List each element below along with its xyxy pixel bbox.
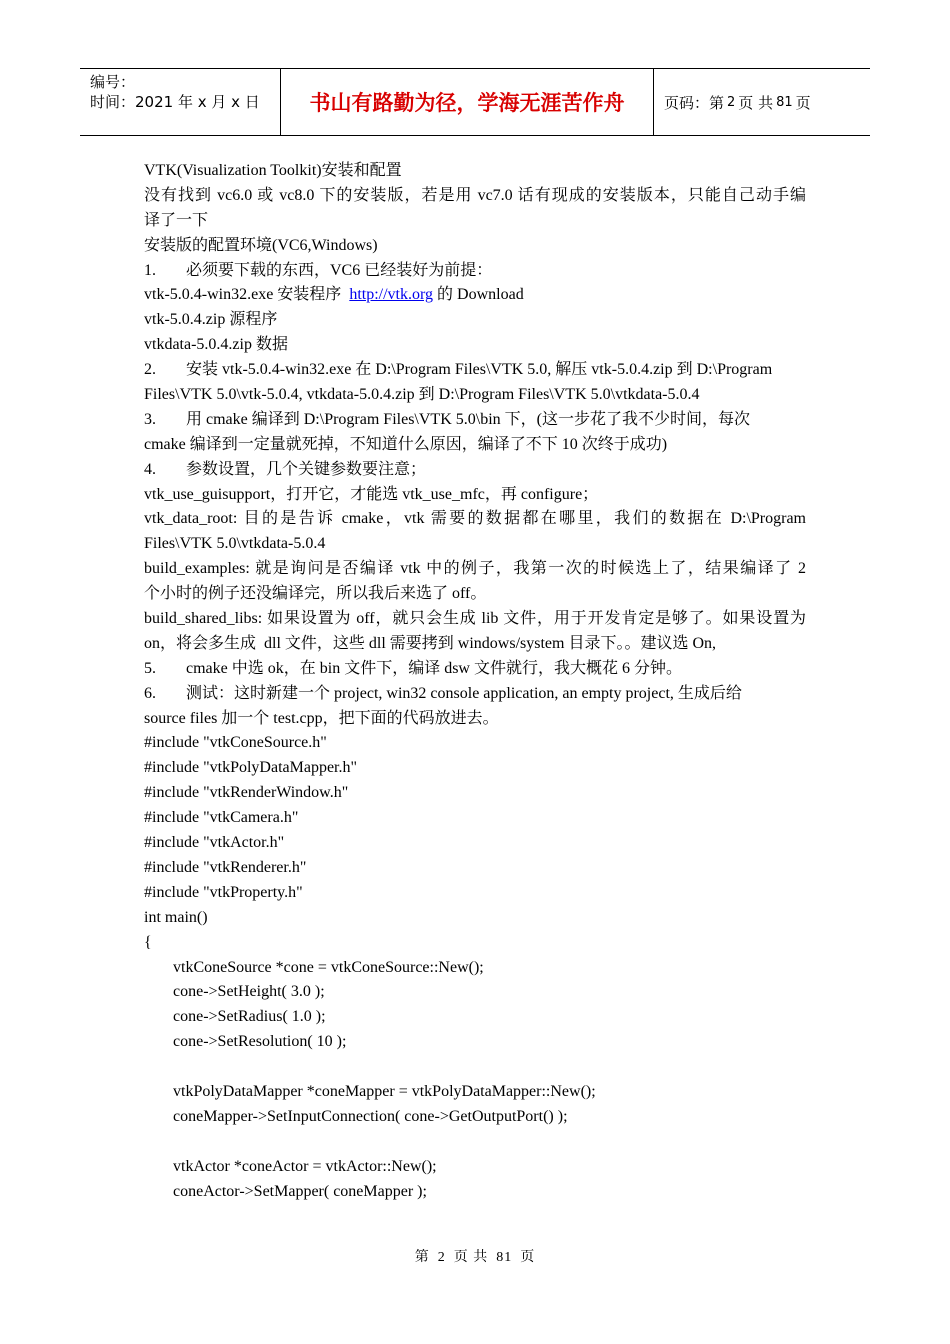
step-text: cmake 中选 ok，在 bin 文件下，编译 dsw 文件就行，我大概花 6 分钟。 <box>186 659 682 677</box>
step-line <box>144 408 806 433</box>
header-number-label: 编号： <box>90 73 136 91</box>
step-line <box>144 458 806 483</box>
step-text: 参数设置，几个关键参数要注意； <box>186 460 427 478</box>
paragraph-line: build_shared_libs: 如果设置为 off，就只会生成 lib 文件，用于开发肯定是够了。如果设置为 <box>144 610 806 628</box>
paragraph-line: 译了一下 <box>144 211 209 229</box>
header-page-current: 2 <box>727 94 736 110</box>
code-line: #include "vtkRenderWindow.h" <box>144 784 349 802</box>
header-motto: 书山有路勤为径，学海无涯苦作舟 <box>281 69 654 135</box>
step-text: 用 cmake 编译到 D:\Program Files\VTK 5.0\bin 下，(这一步花了我不少时间，每次 <box>186 410 750 428</box>
code-line: vtkActor *coneActor = vtkActor::New(); <box>173 1157 437 1175</box>
download-text: vtk-5.0.4-win32.exe 安装程序 <box>144 286 350 304</box>
paragraph-line: cmake 编译到一定量就死掉，不知道什么原因，编译了不下 10 次终于成功) <box>144 435 668 453</box>
code-line: coneActor->SetMapper( coneMapper ); <box>173 1182 427 1200</box>
header-page-suffix: 页 <box>795 93 811 112</box>
paragraph-line: source files 加一个 test.cpp，把下面的代码放进去。 <box>144 709 499 727</box>
footer-total: 81 <box>496 1250 513 1265</box>
code-line: #include "vtkConeSource.h" <box>144 734 327 752</box>
step-number: 5. <box>144 659 156 677</box>
page-footer <box>0 1246 950 1266</box>
code-line: #include "vtkActor.h" <box>144 834 285 852</box>
code-line: #include "vtkRenderer.h" <box>144 858 307 876</box>
code-line: cone->SetHeight( 3.0 ); <box>173 983 325 1001</box>
header-page-mid: 页 共 <box>738 93 774 112</box>
doc-title: VTK(Visualization Toolkit)安装和配置 <box>144 162 402 179</box>
step-text: 测试：这时新建一个 project, win32 console application, an empty project, 生成后给 <box>186 684 742 702</box>
paragraph-line: Files\VTK 5.0\vtkdata-5.0.4 <box>144 535 326 553</box>
paragraph-line: 个小时的例子还没编译完，所以我后来选了 off。 <box>144 585 487 603</box>
page-header <box>80 68 870 136</box>
step-number: 1. <box>144 261 156 279</box>
code-line: coneMapper->SetInputConnection( cone->GetOutputPort() ); <box>173 1107 568 1125</box>
step-line <box>144 682 806 707</box>
code-line: int main() <box>144 908 208 926</box>
code-line: cone->SetRadius( 1.0 ); <box>173 1008 326 1026</box>
footer-suffix: 页 <box>520 1250 536 1265</box>
paragraph-line: Files\VTK 5.0\vtk-5.0.4, vtkdata-5.0.4.zip 到 D:\Program Files\VTK 5.0\vtkdata-5.0.4 <box>144 386 700 404</box>
step-number: 3. <box>144 410 156 428</box>
vtk-link[interactable]: http://vtk.org <box>349 286 434 304</box>
blank-line <box>144 1055 806 1080</box>
code-line: { <box>144 933 152 951</box>
paragraph-line: 没有找到 vc6.0 或 vc8.0 下的安装版，若是用 vc7.0 话有现成的安装版本，只能自己动手编 <box>144 186 806 204</box>
header-page-total: 81 <box>776 94 793 110</box>
paragraph-line: on，将会多生成 dll 文件，这些 dll 需要拷到 windows/system 目录下。。建议选 On, <box>144 634 717 652</box>
header-page-info <box>654 69 870 135</box>
code-line: vtkPolyDataMapper *coneMapper = vtkPolyDataMapper::New(); <box>173 1082 596 1100</box>
paragraph-line: 安装版的配置环境(VC6,Windows) <box>144 236 378 254</box>
paragraph-line: vtk-5.0.4.zip 源程序 <box>144 311 278 329</box>
blank-line <box>144 1130 806 1155</box>
step-line <box>144 259 806 284</box>
step-text: 必须要下载的东西，VC6 已经装好为前提： <box>186 261 493 279</box>
paragraph-line: vtk_data_root: 目的是告诉 cmake，vtk 需要的数据都在哪里，我们的数据在 D:\Program <box>144 510 806 528</box>
footer-current: 2 <box>437 1250 446 1265</box>
header-meta <box>80 69 281 135</box>
step-number: 6. <box>144 684 156 702</box>
step-line <box>144 657 806 682</box>
code-line: #include "vtkPolyDataMapper.h" <box>144 759 358 777</box>
download-line <box>144 283 806 308</box>
document-body <box>144 159 806 1204</box>
step-number: 4. <box>144 460 156 478</box>
code-line: #include "vtkCamera.h" <box>144 809 299 827</box>
download-suffix: 的 Download <box>433 286 524 304</box>
paragraph-line: vtk_use_guisupport，打开它，才能选 vtk_use_mfc，再 configure； <box>144 485 599 503</box>
step-number: 2. <box>144 361 156 379</box>
step-text: 安装 vtk-5.0.4-win32.exe 在 D:\Program Files\VTK 5.0, 解压 vtk-5.0.4.zip 到 D:\Program <box>186 361 773 379</box>
code-line: vtkConeSource *cone = vtkConeSource::New(); <box>173 958 484 976</box>
code-line: #include "vtkProperty.h" <box>144 883 303 901</box>
footer-mid: 页 共 <box>453 1250 489 1265</box>
code-line: cone->SetResolution( 10 ); <box>173 1033 347 1051</box>
step-line <box>144 358 806 383</box>
header-page-prefix: 页码：第 <box>664 93 725 112</box>
paragraph-line: vtkdata-5.0.4.zip 数据 <box>144 336 288 354</box>
footer-prefix: 第 <box>414 1250 430 1265</box>
paragraph-line: build_examples: 就是询问是否编译 vtk 中的例子，我第一次的时候选上了，结果编译了 2 <box>144 560 806 578</box>
header-time-label: 时间：2021 年 x 月 x 日 <box>90 93 260 111</box>
